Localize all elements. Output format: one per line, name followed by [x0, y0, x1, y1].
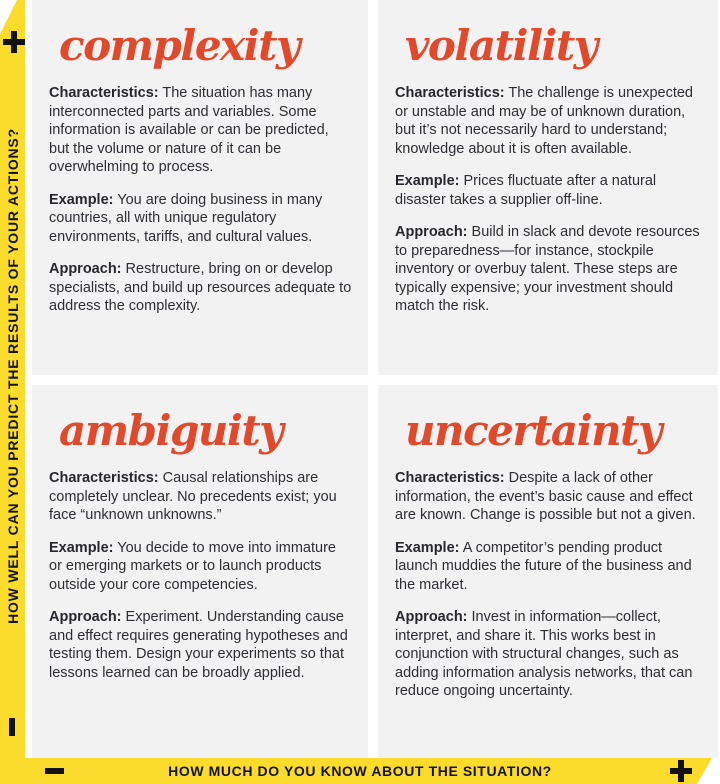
characteristics-paragraph: [49, 84, 352, 177]
characteristics-paragraph: [395, 84, 702, 158]
example-label: Example:: [49, 539, 114, 556]
highlighted-letter: c: [59, 21, 84, 70]
quadrant-title-ambiguity: [59, 407, 282, 455]
characteristics-label: Characteristics:: [395, 85, 505, 102]
approach-label: Approach:: [49, 609, 122, 626]
example-text: Prices fluctuate after a natural disaster takes a supplier off-line.: [395, 173, 657, 208]
highlighted-letter: u: [405, 406, 435, 455]
approach-label: Approach:: [395, 224, 468, 241]
y-axis-label-wrap: [0, 0, 25, 752]
characteristics-text: The challenge is unexpected or unstable and may be of unknown duration, but it’s not necessarily hard to understand; knowledge about it is often available.: [395, 85, 693, 157]
y-axis-label: HOW WELL CAN YOU PREDICT THE RESULTS OF YOUR ACTIONS?: [4, 128, 21, 624]
characteristics-label: Characteristics:: [49, 85, 159, 102]
x-axis-label: HOW MUCH DO YOU KNOW ABOUT THE SITUATION?: [168, 763, 552, 779]
highlighted-letter: a: [59, 406, 85, 455]
approach-paragraph: [395, 608, 702, 701]
characteristics-paragraph: [49, 469, 352, 525]
approach-paragraph: [395, 223, 702, 316]
title-rest: mbiguity: [84, 406, 283, 455]
example-paragraph: [395, 539, 702, 595]
title-rest: olatility: [427, 21, 597, 70]
approach-paragraph: [49, 608, 352, 682]
example-text: You decide to move into immature or emerging markets or to launch products outside your core competencies.: [49, 539, 336, 593]
quadrant-uncertainty: [378, 385, 718, 758]
characteristics-text: Causal relationships are completely unclear. No precedents exist; you face “unknown unknowns.”: [49, 470, 337, 524]
example-label: Example:: [395, 539, 460, 556]
example-label: Example:: [49, 191, 114, 208]
quadrant-title-volatility: [405, 22, 597, 70]
highlighted-letter: v: [405, 21, 428, 70]
characteristics-text: Despite a lack of other information, the event’s basic cause and effect are known. Change is possible but not a given.: [395, 470, 696, 524]
characteristics-label: Characteristics:: [395, 470, 505, 487]
y-axis-minus-icon: [9, 718, 15, 736]
approach-text: Experiment. Understanding cause and effect requires generating hypotheses and testing them. Design your experiments so that lessons learned can be broadly applied.: [49, 609, 348, 681]
quadrant-volatility: [378, 0, 718, 375]
example-paragraph: [395, 172, 702, 209]
title-rest: omplexity: [83, 21, 299, 70]
x-axis-plus-icon: [670, 760, 692, 782]
example-label: Example:: [395, 173, 460, 190]
quadrant-title-uncertainty: [405, 407, 661, 455]
quadrant-title-complexity: [59, 22, 299, 70]
characteristics-paragraph: [395, 469, 702, 525]
approach-label: Approach:: [49, 261, 122, 278]
characteristics-label: Characteristics:: [49, 470, 159, 487]
quadrant-complexity: [32, 0, 368, 375]
approach-label: Approach:: [395, 609, 468, 626]
approach-text: Invest in information—collect, interpret, and share it. This works best in conjunction with structural changes, such as adding information analysis networks, that can reduce ongoing uncertainty.: [395, 609, 693, 700]
approach-paragraph: [49, 260, 352, 316]
quadrant-grid: [32, 0, 718, 758]
example-paragraph: [49, 191, 352, 247]
approach-text: Build in slack and devote resources to preparedness—for instance, stockpile inventory or overbuy talent. These steps are typically expensive; your investment should match the risk.: [395, 224, 700, 315]
title-rest: ncertainty: [434, 406, 661, 455]
quadrant-ambiguity: [32, 385, 368, 758]
approach-text: Restructure, bring on or develop specialists, and build up resources adequate to address the complexity.: [49, 261, 352, 315]
characteristics-text: The situation has many interconnected parts and variables. Some information is available or can be predicted, but the volume or nature of it can be overwhelming to process.: [49, 85, 329, 176]
example-text: A competitor’s pending product launch muddies the future of the business and the market.: [395, 539, 692, 593]
example-paragraph: [49, 539, 352, 595]
example-text: You are doing business in many countries, all with unique regulatory environments, tariffs, and cultural values.: [49, 191, 323, 245]
